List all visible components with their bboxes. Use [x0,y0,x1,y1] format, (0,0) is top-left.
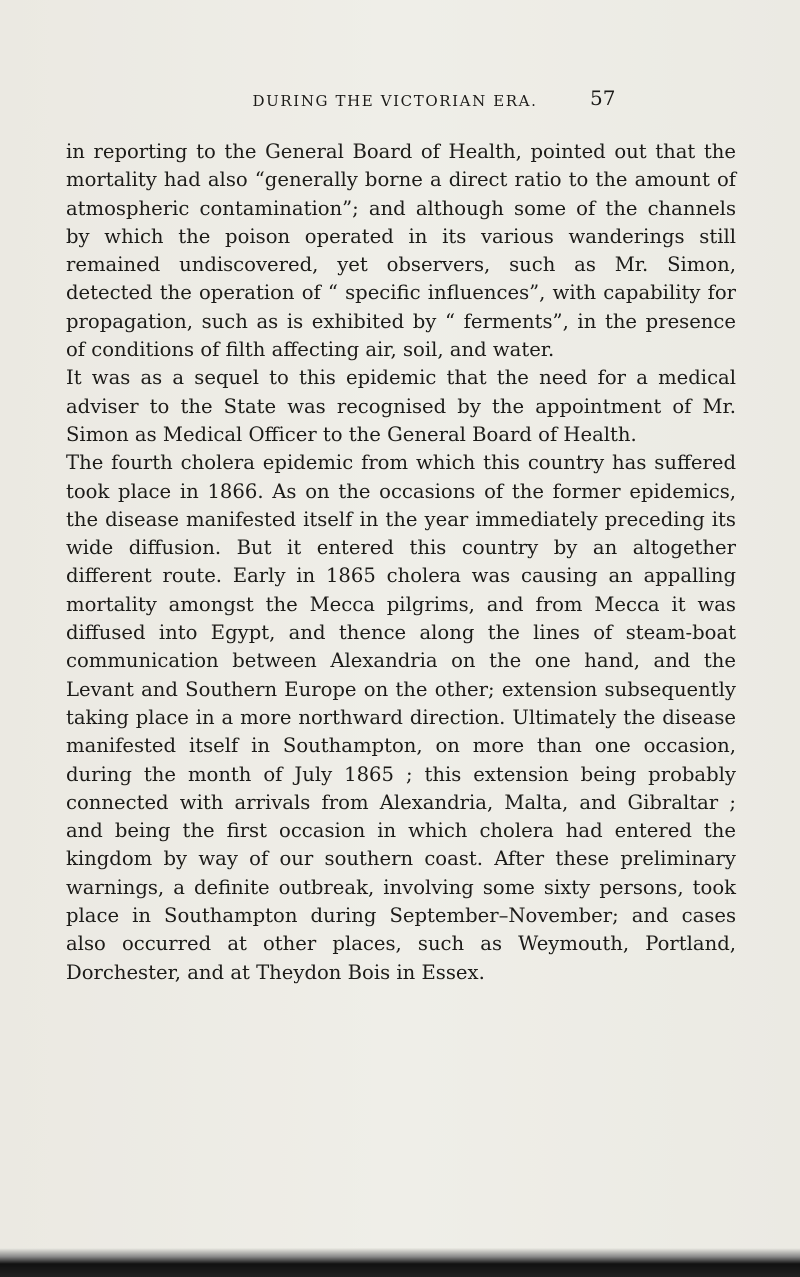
running-title: DURING THE VICTORIAN ERA. [252,92,538,110]
scan-edge-bar [0,1248,800,1277]
paragraph-3: The fourth cholera epidemic from which this country has suffered took place in 1866. As on the occasions of the former epidemics, the disease manifested itself in the year immediately preceding its wide diffusion. But it entered this country by an altogether different route. Early in 1865 cholera was causing an appalling mortality amongst the Mecca pilgrims, and from Mecca it was diffused into Egypt, and thence along the lines of steam-boat communication between Alexandria on the one hand, and the Levant and Southern Europe on the other; extension subsequently taking place in a more northward direction. Ultimately the disease manifested itself in Southampton, on more than one occasion, during the month of July 1865 ; this extension being probably connected with arrivals from Alexandria, Malta, and Gibraltar ; and being the first occasion in which cholera had entered the kingdom by way of our southern coast. After these preliminary warnings, a definite outbreak, involving some sixty persons, took place in Southampton during September–November; and cases also occurred at other places, such as Weymouth, Portland, Dorchester, and at Theydon Bois in Essex. [66,451,736,984]
body-text [66,138,736,987]
page-number: 57 [590,86,616,110]
paragraph-1: in reporting to the General Board of Health, pointed out that the mortality had also “generally borne a direct ratio to the amount of atmospheric contamination”; and although some of the channels by which the poison operated in its various wanderings still remained undiscovered, yet observers, such as Mr. Simon, detected the operation of “ specific influences”, with capability for propagation, such as is exhibited by “ ferments”, in the presence of conditions of filth affecting air, soil, and water. [66,140,736,362]
paragraph-2: It was as a sequel to this epidemic that the need for a medical adviser to the State was recognised by the appointment of Mr. Simon as Medical Officer to the General Board of Health. [66,366,736,446]
